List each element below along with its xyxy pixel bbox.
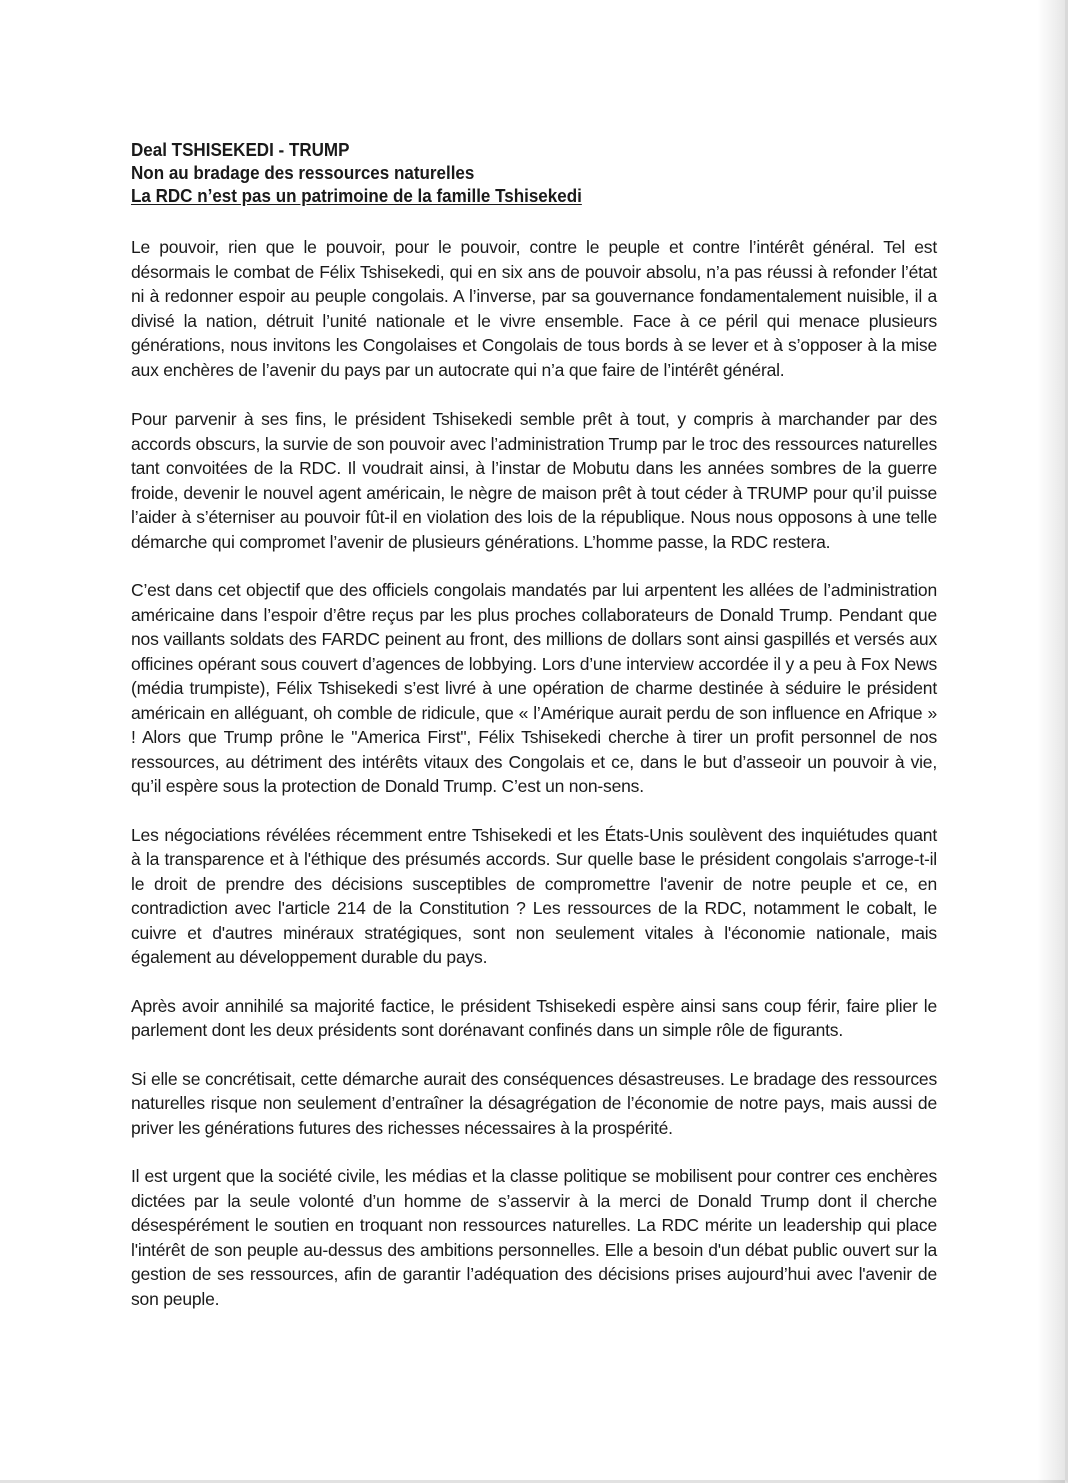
heading-underlined-subtitle xyxy=(131,184,873,207)
paragraph-2: Pour parvenir à ses fins, le président Tshisekedi semble prêt à tout, y compris à marchander par des accords obscurs, la survie de son pouvoir avec l’administration Trump par le troc des ressources naturelles tant convoitées de la RDC. Il voudrait ainsi, à l’instar de Mobutu dans les années sombres de la guerre froide, devenir le nouvel agent américain, le nègre de maison prêt à tout céder à TRUMP pour qu’il puisse l’aider à s’éterniser au pouvoir fût-il en violation des lois de la république. Nous nous opposons à une telle démarche qui compromet l’avenir de plusieurs générations. L’homme passe, la RDC restera. xyxy=(131,409,937,552)
document-heading xyxy=(131,138,937,207)
page-edge-shadow xyxy=(1037,0,1065,1483)
paragraph-7: Il est urgent que la société civile, les médias et la classe politique se mobilisent pour contrer ces enchères dictées par la seule volonté d’un homme de s’asservir à la merci de Donald Trump dont il cherche désespérément le soutien en troquant non ressources naturelles. La RDC mérite un leadership qui place l'intérêt de son peuple au-dessus des ambitions personnelles. Elle a besoin d'un débat public ouvert sur la gestion de ses ressources, afin de garantir l’adéquation des décisions prises aujourd’hui avec l'avenir de son peuple. xyxy=(131,1166,937,1309)
heading-title: Deal TSHISEKEDI - TRUMP xyxy=(131,139,350,160)
heading-underlined-text: La RDC n’est pas un patrimoine de la famille Tshisekedi xyxy=(131,185,582,206)
heading-subtitle: Non au bradage des ressources naturelles xyxy=(131,162,475,183)
document-body xyxy=(131,138,937,1311)
paragraph-3: C’est dans cet objectif que des officiels congolais mandatés par lui arpentent les allées de l’administration américaine dans l’espoir d’être reçus par les plus proches collaborateurs de Donald Trump. Pendant que nos vaillants soldats des FARDC peinent au front, des millions de dollars sont ainsi gaspillés et versés aux officines opérant sous couvert d’agences de lobbying. Lors d’une interview accordée il y a peu à Fox News (média trumpiste), Félix Tshisekedi s’est livré à une opération de charme destinée à séduire le président américain en alléguant, oh comble de ridicule, que « l’Amérique aurait perdu de son influence en Afrique » ! Alors que Trump prône le "America First", Félix Tshisekedi cherche à tirer un profit personnel de nos ressources, au détriment des intérêts vitaux des Congolais et ce, dans le but d’asseoir un pouvoir à vie, qu’il espère sous la protection de Donald Trump. C’est un non-sens. xyxy=(131,580,937,796)
paragraph-4: Les négociations révélées récemment entre Tshisekedi et les États-Unis soulèvent des inquiétudes quant à la transparence et à l'éthique des présumés accords. Sur quelle base le président congolais s'arroge-t-il le droit de prendre des décisions susceptibles de compromettre l'avenir de notre peuple et ce, en contradiction avec l'article 214 de la Constitution ? Les ressources de la RDC, notamment le cobalt, le cuivre et d'autres minéraux stratégiques, sont non seulement vitales à l'économie nationale, mais également au développement durable du pays. xyxy=(131,824,937,967)
paragraph-5: Après avoir annihilé sa majorité factice, le président Tshisekedi espère ainsi sans coup férir, faire plier le parlement dont les deux présidents sont dorénavant confinés dans un simple rôle de figurants. xyxy=(131,995,937,1040)
paragraph-6: Si elle se concrétisait, cette démarche aurait des conséquences désastreuses. Le bradage des ressources naturelles risque non seulement d’entraîner la désagrégation de l’économie de notre pays, mais aussi de priver les générations futures des richesses nécessaires à la prospérité. xyxy=(131,1068,937,1138)
paragraph-1: Le pouvoir, rien que le pouvoir, pour le pouvoir, contre le peuple et contre l’intérêt général. Tel est désormais le combat de Félix Tshisekedi, qui en six ans de pouvoir absolu, n’a pas réussi à refonder l’état ni à redonner espoir au peuple congolais. A l’inverse, par sa gouvernance fondamentalement nuisible, il a divisé la nation, détruit l’unité nationale et le vivre ensemble. Face à ce péril qui menace plusieurs générations, nous invitons les Congolaises et Congolais de tous bords à se lever et à s’opposer à la mise aux enchères de l’avenir du pays par un autocrate qui n’a que faire de l’intérêt général. xyxy=(131,237,937,380)
